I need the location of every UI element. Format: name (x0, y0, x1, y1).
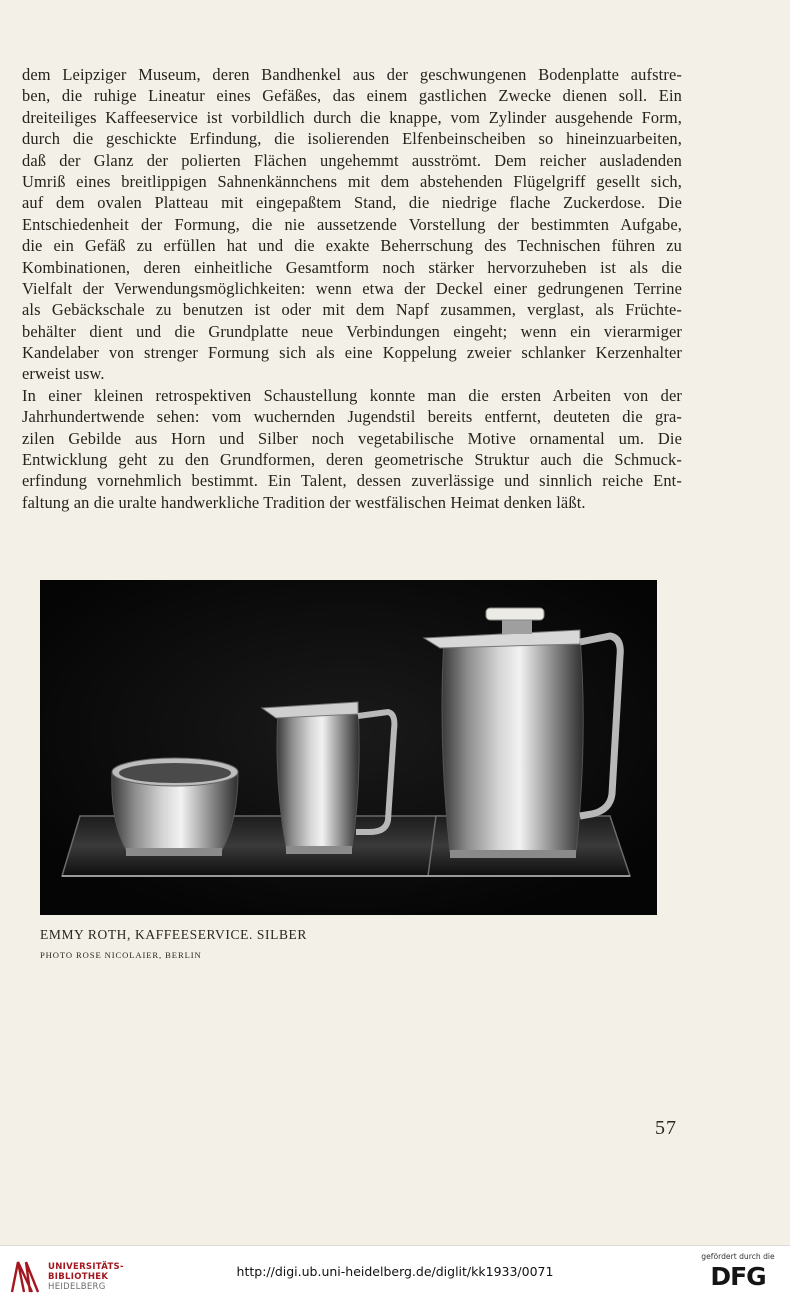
funding-note: gefördert durch die (701, 1252, 775, 1261)
library-line: HEIDELBERG (48, 1282, 106, 1292)
photo-credit: PHOTO ROSE NICOLAIER, BERLIN (40, 950, 202, 960)
text-line: In einer kleinen retrospektiven Schaustellung konnte man die ersten Arbeiten von der (22, 385, 682, 405)
text-line: als Gebäckschale zu benutzen ist oder mit dem Napf zusammen, verglast, als Früchte- (22, 300, 682, 320)
dfg-logo-icon: DFG (710, 1262, 766, 1291)
sugar-bowl (112, 758, 238, 856)
text-line: faltung an die uralte handwerkliche Tradition der westfälischen Heimat denken läßt. (22, 492, 586, 512)
text-line: daß der Glanz der polierten Flächen ungehemmt ausströmt. Dem reicher ausladenden (22, 150, 682, 170)
coffee-service-illustration (40, 580, 657, 915)
text-line: zilen Gebilde aus Horn und Silber noch vegetabilische Motive ornamental um. Die (22, 428, 682, 448)
text-line: Kombinationen, deren einheitliche Gesamtform noch stärker hervorzuheben ist als die (22, 257, 682, 277)
text-line: Jahrhundertwende sehen: vom wuchernden Jugendstil bereits entfernt, deuteten die gra- (22, 407, 682, 427)
text-line: Vielfalt der Verwendungsmöglichkeiten: wenn etwa der Deckel einer gedrungenen Terrine (22, 278, 682, 298)
text-line: durch die geschickte Erfindung, die isolierenden Elfenbeinscheiben so hineinzuarbeiten, (22, 129, 682, 149)
text-line: dreiteiliges Kaffeeservice ist vorbildlich durch die knappe, vom Zylinder ausgehende Form, (22, 107, 682, 127)
page-number: 57 (655, 1117, 677, 1139)
permalink-url[interactable]: http://digi.ub.uni-heidelberg.de/diglit/kk1933/0071 (236, 1264, 554, 1279)
text-line: Entwicklung geht zu den Grundformen, deren geometrische Struktur auch die Schmuck- (22, 450, 682, 470)
text-line: dem Leipziger Museum, deren Bandhenkel aus der geschwungenen Bodenplatte aufstre- (22, 65, 682, 84)
library-line: BIBLIOTHEK (48, 1272, 109, 1282)
text-line: Umriß eines breitlippigen Sahnenkännchens mit dem abstehenden Flügelgriff gesellt sich, (22, 171, 682, 191)
text-line: erfindung vornehmlich bestimmt. Ein Talent, dessen zuverlässige und sinnlich reiche Ent- (22, 471, 682, 491)
text-line: die ein Gefäß zu erfüllen hat und die exakte Beherrschung des Technischen führen zu (22, 236, 682, 256)
figure-caption: EMMY ROTH, KAFFEESERVICE. SILBER (40, 927, 308, 942)
text-line: erweist usw. (22, 364, 105, 384)
text-line: Kandelaber von strenger Formung sich als eine Koppelung zweier schlanker Kerzenhalter (22, 343, 682, 363)
text-line: ben, die ruhige Lineatur eines Gefäßes, das einem gastlichen Zwecke dienen soll. Ein (22, 86, 682, 106)
body-text (22, 64, 682, 513)
coffee-service-photo (40, 580, 657, 915)
dfg-funding[interactable] (698, 1252, 778, 1291)
viewer-footer (0, 1245, 790, 1305)
text-line: auf dem ovalen Plattеau mit eingepaßtem Stand, die niedrige flache Zuckerdose. Die (22, 193, 682, 213)
text-line: behälter dient und die Grundplatte neue Verbindungen eingeht; wenn ein vierarmiger (22, 321, 682, 341)
text-line: Entschiedenheit der Formung, die nie aussetzende Vorstellung der bestimmten Aufgabe, (22, 214, 682, 234)
library-line: UNIVERSITÄTS- (48, 1262, 124, 1272)
